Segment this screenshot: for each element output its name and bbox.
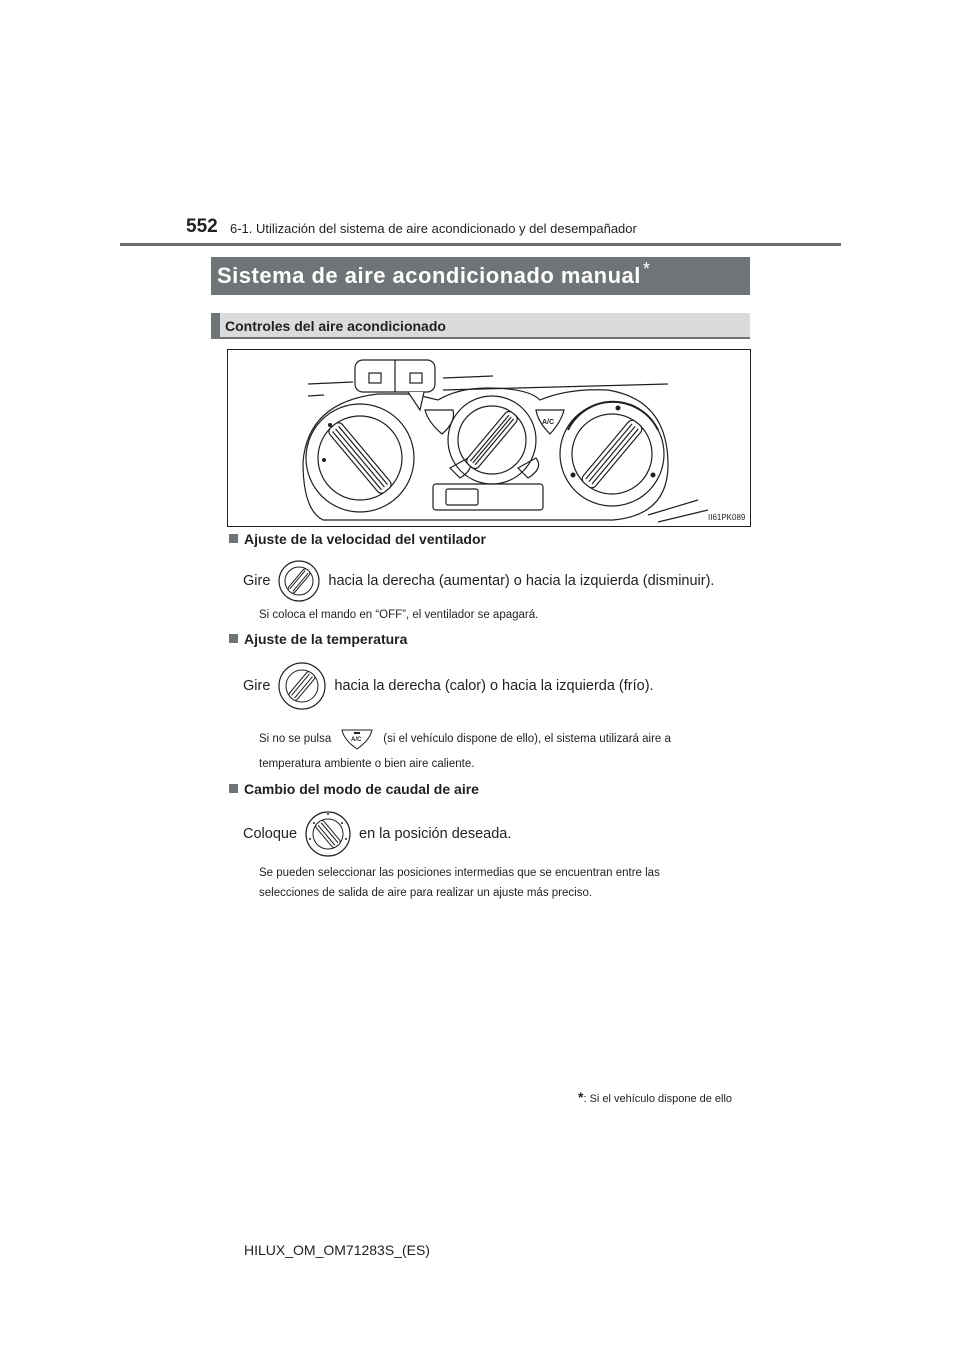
- airflow-note-line1: Se pueden seleccionar las posiciones intermedias que se encuentran entre las: [259, 867, 660, 879]
- ac-control-panel-figure: [227, 349, 751, 527]
- temp-instruction-pre: Gire: [243, 678, 271, 694]
- footer-document-code: HILUX_OM_OM71283S_(ES): [244, 1242, 430, 1258]
- subsection-bar-accent: [211, 313, 220, 338]
- section-title-asterisk: *: [642, 259, 651, 279]
- heading-airflow-mode: [229, 781, 479, 797]
- heading-fan-speed-text: Ajuste de la velocidad del ventilador: [244, 531, 486, 547]
- square-bullet-icon: [229, 634, 238, 643]
- fan-speed-dial-icon: [277, 559, 321, 603]
- temperature-dial-icon: [277, 661, 327, 711]
- footnote-text: : Si el vehículo dispone de ello: [583, 1093, 733, 1105]
- square-bullet-icon: [229, 534, 238, 543]
- footnote: [578, 1089, 732, 1105]
- subsection-bar-rule: [211, 337, 750, 339]
- airflow-instruction-post: en la posición deseada.: [359, 826, 512, 842]
- ac-button-icon: [341, 728, 373, 750]
- fan-instruction-post: hacia la derecha (aumentar) o hacia la izquierda (disminuir).: [328, 573, 715, 589]
- temp-instruction-post: hacia la derecha (calor) o hacia la izquierda (frío).: [334, 678, 654, 694]
- section-title-text: Sistema de aire acondicionado manual: [217, 263, 641, 288]
- panel-ac-label: A/C: [542, 419, 555, 426]
- fan-speed-instruction: [243, 559, 714, 603]
- square-bullet-icon: [229, 784, 238, 793]
- temp-note-pre: Si no se pulsa: [259, 732, 332, 745]
- airflow-instruction-pre: Coloque: [243, 826, 298, 842]
- footnote-asterisk: *: [578, 1089, 584, 1105]
- temp-note-post: (si el vehículo dispone de ello), el sistema utilizará aire a: [383, 732, 671, 745]
- airflow-instruction: [243, 809, 511, 859]
- fan-instruction-pre: Gire: [243, 573, 271, 589]
- temperature-note-line1: [259, 728, 671, 750]
- heading-airflow-text: Cambio del modo de caudal de aire: [244, 781, 479, 797]
- section-title: [217, 259, 651, 289]
- ac-button-label: A/C: [351, 737, 362, 743]
- heading-temperature: [229, 631, 407, 647]
- subsection-title: Controles del aire acondicionado: [225, 318, 446, 334]
- header-divider: [120, 243, 841, 246]
- temperature-note-line2: temperatura ambiente o bien aire caliente.: [259, 758, 475, 770]
- chapter-title: 6-1. Utilización del sistema de aire acondicionado y del desempañador: [230, 221, 637, 236]
- heading-fan-speed: [229, 531, 486, 547]
- page-number: 552: [186, 216, 218, 237]
- figure-code: II61PK089: [708, 513, 746, 522]
- airflow-mode-dial-icon: [304, 809, 352, 859]
- fan-speed-note: Si coloca el mando en “OFF”, el ventilador se apagará.: [259, 609, 539, 621]
- airflow-note-line2: selecciones de salida de aire para realizar un ajuste más preciso.: [259, 887, 593, 899]
- ac-panel-illustration: [228, 350, 750, 526]
- heading-temperature-text: Ajuste de la temperatura: [244, 631, 408, 647]
- temperature-instruction: [243, 661, 654, 711]
